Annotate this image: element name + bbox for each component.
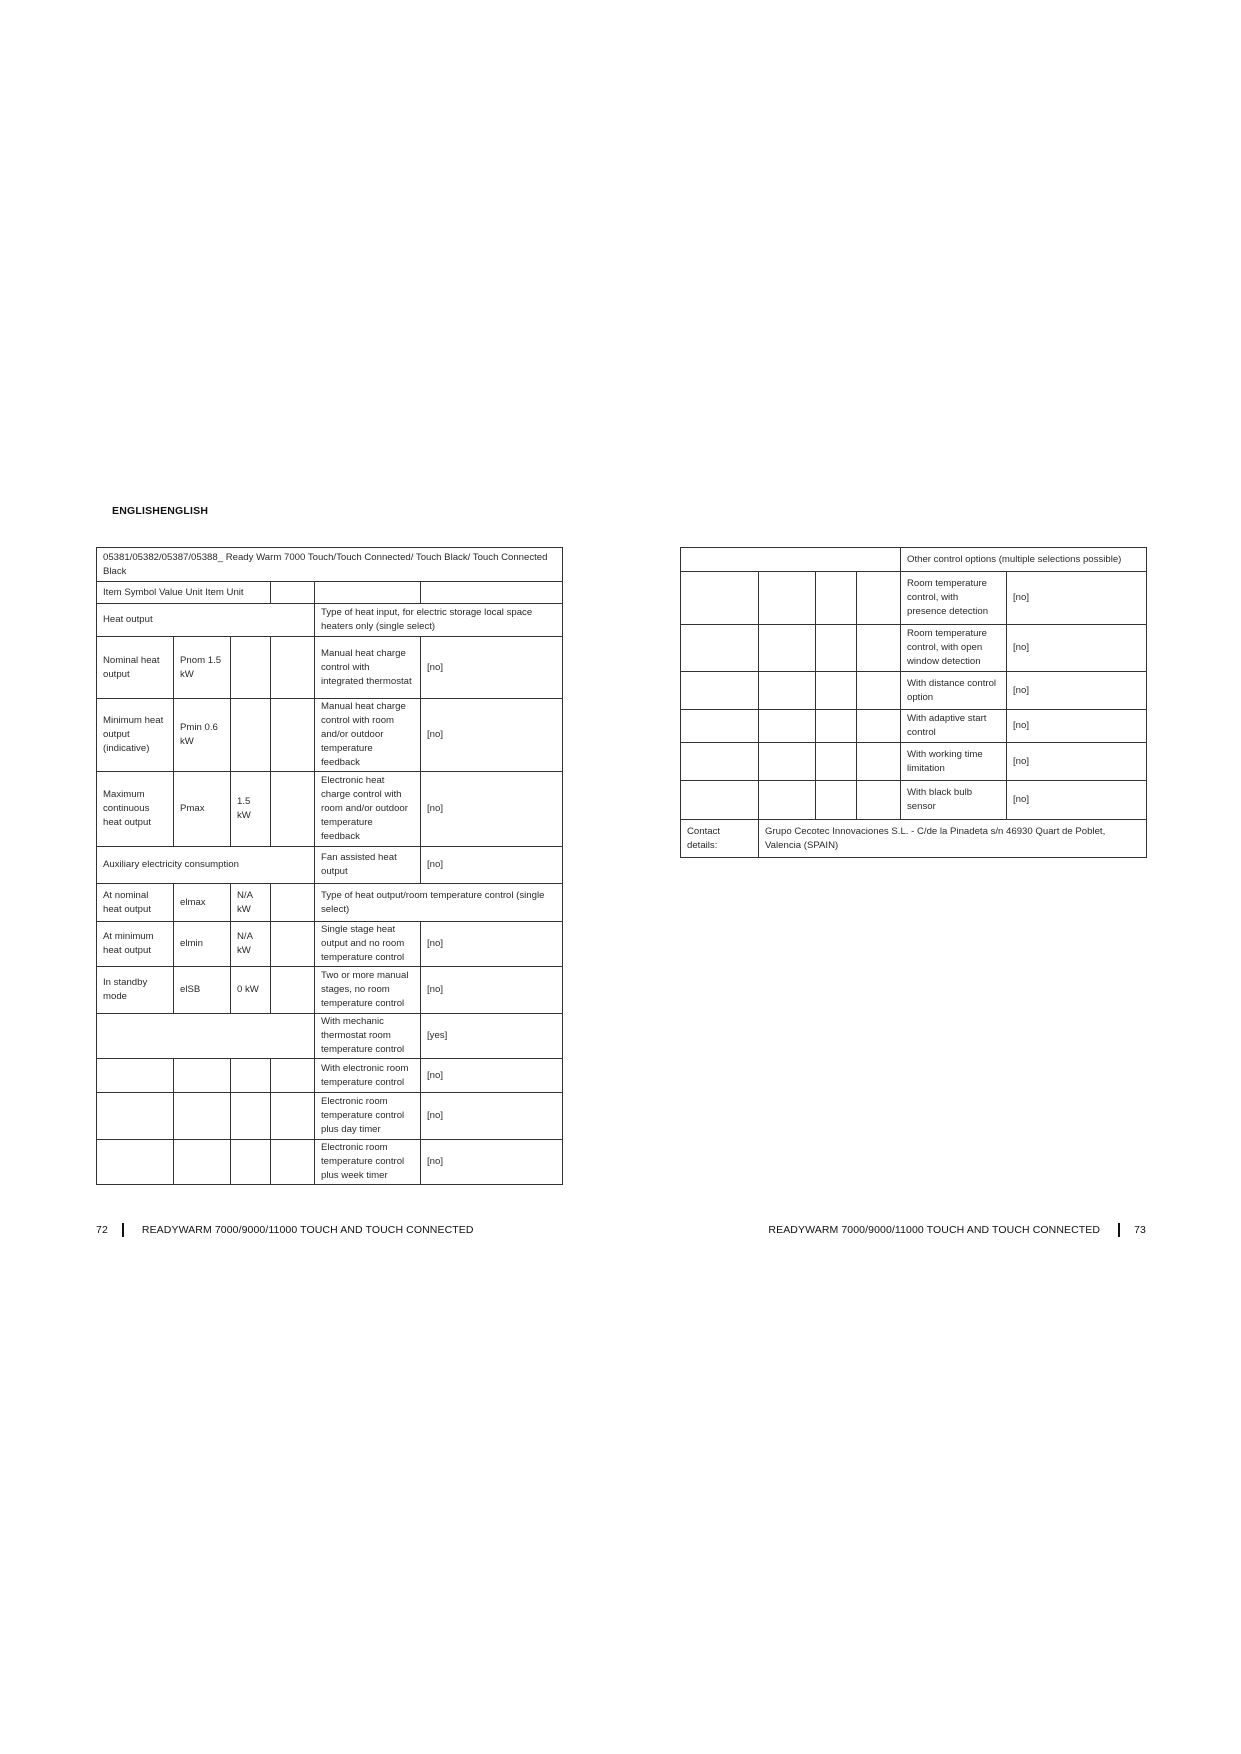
table-row [97, 1059, 563, 1093]
footer-right [768, 1223, 1146, 1237]
empty-cell [816, 781, 857, 820]
empty-cell [816, 672, 857, 710]
empty-cell [857, 781, 901, 820]
empty-cell [681, 743, 759, 781]
symbol-cell: elSB [174, 967, 231, 1014]
value-cell: 1.5 kW [231, 772, 271, 847]
value-cell: N/A kW [231, 884, 271, 922]
answer-cell: [no] [421, 847, 563, 884]
answer-cell: [no] [1007, 572, 1147, 625]
empty-cell [816, 572, 857, 625]
answer-cell: [no] [1007, 672, 1147, 710]
empty-cell [271, 1140, 315, 1185]
item-cell: Maximum continuous heat output [97, 772, 174, 847]
empty-cell [231, 1093, 271, 1140]
empty-cell [421, 582, 563, 604]
option-cell: With working time limitation [901, 743, 1007, 781]
empty-cell [681, 710, 759, 743]
heat-input-type-title: Type of heat input, for electric storage local space heaters only (single select) [315, 604, 563, 637]
empty-cell [681, 625, 759, 672]
empty-cell [97, 1140, 174, 1185]
empty-cell [759, 710, 816, 743]
heat-output-title: Heat output [97, 604, 315, 637]
empty-cell [857, 672, 901, 710]
table-row [97, 967, 563, 1014]
empty-cell [271, 922, 315, 967]
empty-cell [759, 572, 816, 625]
item-cell: At minimum heat output [97, 922, 174, 967]
table-row [97, 1014, 563, 1059]
option-cell: With black bulb sensor [901, 781, 1007, 820]
footer-product-title: READYWARM 7000/9000/11000 TOUCH AND TOUCH CONNECTED [141, 1223, 474, 1236]
empty-cell [271, 699, 315, 772]
empty-cell [315, 582, 421, 604]
empty-cell [97, 1093, 174, 1140]
control-cell: With electronic room temperature control [315, 1059, 421, 1093]
option-cell: With distance control option [901, 672, 1007, 710]
empty-cell [759, 672, 816, 710]
symbol-cell: Pnom 1.5 kW [174, 637, 231, 699]
table-row [681, 672, 1147, 710]
empty-cell [174, 1059, 231, 1093]
answer-cell: [no] [421, 1140, 563, 1185]
table-row [97, 699, 563, 772]
empty-cell [174, 1093, 231, 1140]
value-cell [231, 699, 271, 772]
empty-cell [231, 1140, 271, 1185]
page-number: 73 [1134, 1223, 1146, 1236]
empty-cell [97, 1014, 315, 1059]
table-row [97, 884, 563, 922]
control-cell: With mechanic thermostat room temperature control [315, 1014, 421, 1059]
table-row [681, 572, 1147, 625]
symbol-cell: elmax [174, 884, 231, 922]
empty-cell [97, 1059, 174, 1093]
empty-cell [681, 548, 901, 572]
empty-cell [816, 710, 857, 743]
table-row [97, 1093, 563, 1140]
control-cell: Electronic heat charge control with room and/or outdoor temperature feedback [315, 772, 421, 847]
table-row [681, 743, 1147, 781]
control-cell: Manual heat charge control with integrated thermostat [315, 637, 421, 699]
table-row [681, 625, 1147, 672]
item-cell: Minimum heat output (indicative) [97, 699, 174, 772]
symbol-cell: Pmax [174, 772, 231, 847]
symbol-cell: elmin [174, 922, 231, 967]
answer-cell: [no] [421, 699, 563, 772]
table-row [97, 1140, 563, 1185]
empty-cell [271, 884, 315, 922]
empty-cell [681, 781, 759, 820]
control-cell: Fan assisted heat output [315, 847, 421, 884]
empty-cell [816, 625, 857, 672]
table-row [681, 781, 1147, 820]
column-header-row: Item Symbol Value Unit Item Unit [97, 582, 271, 604]
footer-divider [122, 1223, 124, 1237]
answer-cell: [no] [421, 922, 563, 967]
answer-cell: [no] [421, 967, 563, 1014]
footer-product-title: READYWARM 7000/9000/11000 TOUCH AND TOUCH CONNECTED [768, 1223, 1101, 1236]
other-control-options-title: Other control options (multiple selections possible) [901, 548, 1147, 572]
control-cell: Electronic room temperature control plus day timer [315, 1093, 421, 1140]
option-cell: Room temperature control, with open window detection [901, 625, 1007, 672]
answer-cell: [no] [1007, 710, 1147, 743]
model-line: 05381/05382/05387/05388_ Ready Warm 7000 Touch/Touch Connected/ Touch Black/ Touch Connected Black [97, 548, 563, 582]
empty-cell [231, 1059, 271, 1093]
answer-cell: [no] [1007, 781, 1147, 820]
table-row [681, 710, 1147, 743]
empty-cell [271, 967, 315, 1014]
footer-left [96, 1223, 474, 1237]
item-cell: In standby mode [97, 967, 174, 1014]
answer-cell: [no] [421, 637, 563, 699]
language-heading: ENGLISHENGLISH [112, 505, 209, 517]
answer-cell: [no] [421, 772, 563, 847]
control-cell: Two or more manual stages, no room temperature control [315, 967, 421, 1014]
empty-cell [857, 625, 901, 672]
table-row [97, 922, 563, 967]
table-row [97, 637, 563, 699]
empty-cell [857, 743, 901, 781]
symbol-cell: Pmin 0.6 kW [174, 699, 231, 772]
item-cell: At nominal heat output [97, 884, 174, 922]
value-cell: N/A kW [231, 922, 271, 967]
table-row [97, 772, 563, 847]
empty-cell [857, 572, 901, 625]
control-cell: Single stage heat output and no room temperature control [315, 922, 421, 967]
page-number: 72 [96, 1223, 108, 1236]
empty-cell [681, 572, 759, 625]
empty-cell [759, 625, 816, 672]
empty-cell [271, 772, 315, 847]
control-cell: Manual heat charge control with room and/or outdoor temperature feedback [315, 699, 421, 772]
other-control-options-table [680, 547, 1147, 858]
empty-cell [759, 743, 816, 781]
answer-cell: [no] [421, 1093, 563, 1140]
contact-row [681, 820, 1147, 858]
item-cell: Nominal heat output [97, 637, 174, 699]
contact-label: Contact details: [681, 820, 759, 858]
answer-cell: [no] [421, 1059, 563, 1093]
empty-cell [271, 637, 315, 699]
answer-cell: [no] [1007, 743, 1147, 781]
option-cell: With adaptive start control [901, 710, 1007, 743]
empty-cell [759, 781, 816, 820]
empty-cell [681, 672, 759, 710]
empty-cell [816, 743, 857, 781]
answer-cell: [no] [1007, 625, 1147, 672]
value-cell: 0 kW [231, 967, 271, 1014]
empty-cell [271, 1093, 315, 1140]
empty-cell [271, 582, 315, 604]
control-type-title: Type of heat output/room temperature control (single select) [315, 884, 563, 922]
footer-divider [1118, 1223, 1120, 1237]
answer-cell: [yes] [421, 1014, 563, 1059]
option-cell: Room temperature control, with presence detection [901, 572, 1007, 625]
empty-cell [857, 710, 901, 743]
aux-consumption-title: Auxiliary electricity consumption [97, 847, 315, 884]
empty-cell [174, 1140, 231, 1185]
product-spec-table [96, 547, 563, 1185]
empty-cell [271, 1059, 315, 1093]
contact-details: Grupo Cecotec Innovaciones S.L. - C/de la Pinadeta s/n 46930 Quart de Poblet, Valencia (SPAIN) [759, 820, 1147, 858]
value-cell [231, 637, 271, 699]
control-cell: Electronic room temperature control plus week timer [315, 1140, 421, 1185]
